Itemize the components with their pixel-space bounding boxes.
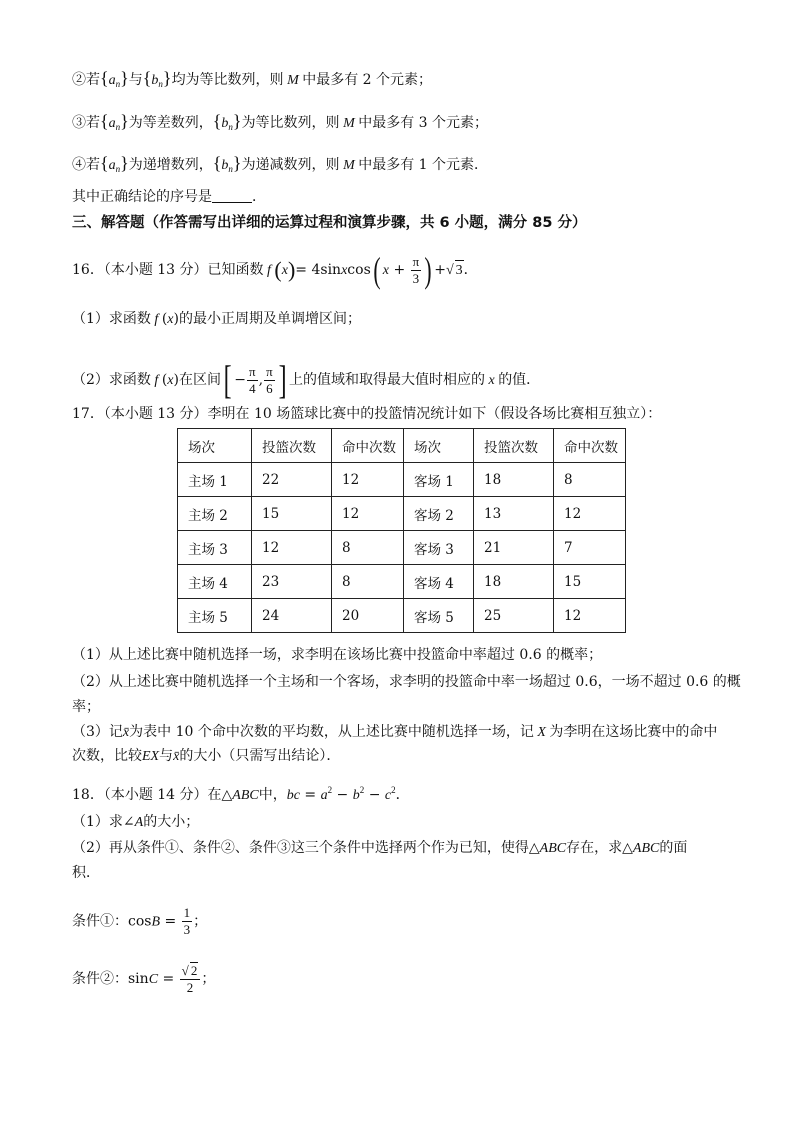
statement-2: ②若$\{a_n\}$与$\{b_n\}$均为等比数列，则 M 中最多有 2 个元素； bbox=[72, 68, 433, 89]
statement-4: ④若$\{a_n\}$为递增数列，$\{b_n\}$为递减数列，则 M 中最多有 1 个元素． bbox=[72, 153, 489, 174]
statement-3: ③若$\{a_n\}$为等差数列，$\{b_n\}$为等比数列，则 M 中最多有 3 个元素； bbox=[72, 111, 489, 132]
q16-stem: 16．（本小题 13 分）已知函数 f (x)= 4sinxcos( x + $\frac{\pi}{3}$ ) +√ 3． bbox=[72, 250, 478, 290]
table-row: 主场 2 15 12 客场 2 13 12 bbox=[178, 497, 626, 531]
q17-part-2a: （2）从上述比赛中随机选择一个主场和一个客场，求李明的投篮命中率一场超过 0.6，一场不超过 0.6 的概 bbox=[72, 674, 741, 690]
q17-part-2b: 率； bbox=[72, 699, 100, 715]
q17-part-3a: （3）记x̄为表中 10 个命中次数的平均数，从上述比赛中随机选择一场，记 X 为李明在这场比赛中的命中 bbox=[72, 724, 718, 740]
q18-part-2a: （2）再从条件①、条件②、条件③这三个条件中选择两个作为已知，使得△ABC存在，求△ABC的面 bbox=[72, 840, 688, 856]
table-row: 主场 5 24 20 客场 5 25 12 bbox=[178, 599, 626, 633]
q16-part-2: （2）求函数 f (x)在区间[ − $\frac{\pi}{4}$ , $\frac{\pi}{6}$ ] 上的值域和取得最大值时相应的 x 的值． bbox=[72, 357, 541, 402]
correct-prompt: 其中正确结论的序号是 ． bbox=[72, 189, 266, 205]
answer-blank[interactable] bbox=[212, 188, 252, 203]
table-row: 主场 4 23 8 客场 4 18 15 bbox=[178, 565, 626, 599]
q17-stem: 17．（本小题 13 分）李明在 10 场篮球比赛中的投篮情况统计如下（假设各场比赛相互独立）： bbox=[72, 406, 662, 422]
q18-part-1: （1）求∠A的大小； bbox=[72, 814, 200, 830]
condition-1: 条件①：cosB = $\frac{1}{3}$ ； bbox=[72, 905, 208, 937]
table-row: 主场 3 12 8 客场 3 21 7 bbox=[178, 531, 626, 565]
q17-part-3b: 次数，比较EX与x̄的大小（只需写出结论）． bbox=[72, 748, 341, 764]
q16-part-1: （1）求函数 f (x)的最小正周期及单调增区间； bbox=[72, 311, 361, 327]
q18-part-2b: 积． bbox=[72, 865, 100, 881]
shooting-stats-table bbox=[177, 428, 626, 633]
table-header-row: 场次 投篮次数 命中次数 场次 投篮次数 命中次数 bbox=[178, 429, 626, 463]
section-3-title: 三、解答题（作答需写出详细的运算过程和演算步骤，共 6 小题，满分 85 分） bbox=[72, 215, 587, 231]
condition-2: 条件②：sinC = $\frac{√ 2}{2}$ ； bbox=[72, 963, 216, 995]
q17-part-1: （1）从上述比赛中随机选择一场，求李明在该场比赛中投篮命中率超过 0.6 的概率； bbox=[72, 647, 603, 663]
table-row: 主场 1 22 12 客场 1 18 8 bbox=[178, 463, 626, 497]
q18-stem: 18．（本小题 14 分）在△ABC中，bc = $a^2 - b^2 - c^2$． bbox=[72, 785, 410, 803]
